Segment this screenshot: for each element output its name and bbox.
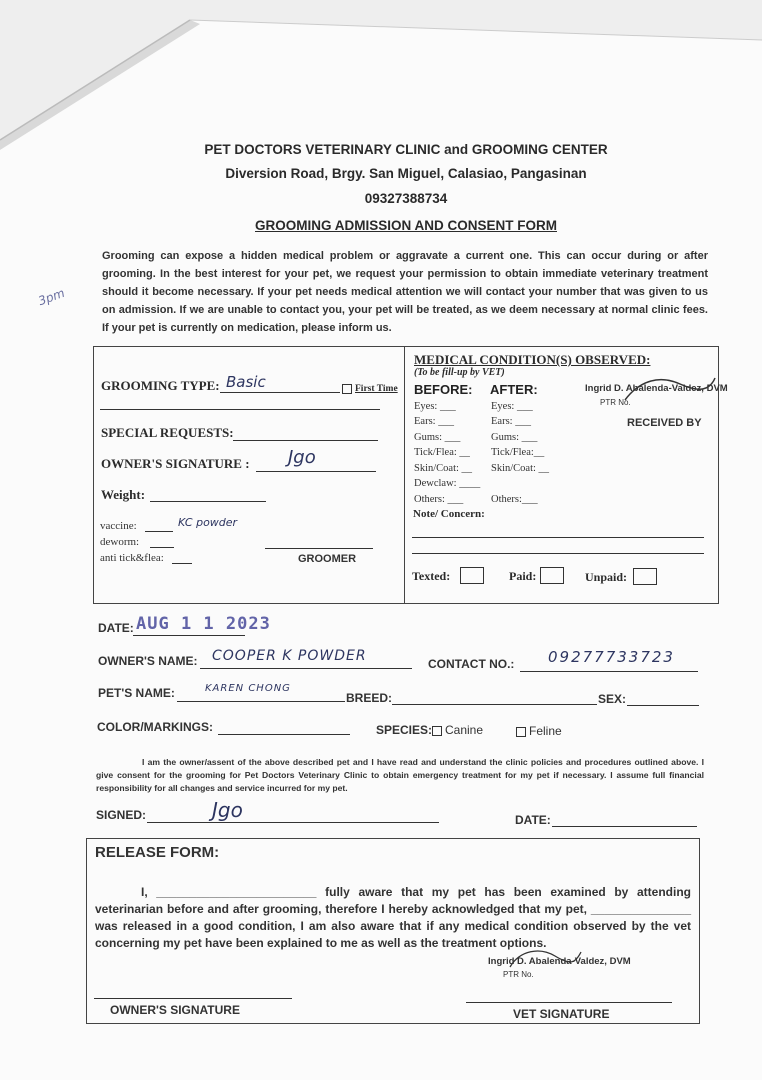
owner-name-label: OWNER'S NAME: [98,654,198,668]
signed-label: SIGNED: [96,808,147,822]
sex-label: SEX: [598,692,627,706]
before-label: BEFORE: [414,382,473,397]
texted-box[interactable] [460,567,484,584]
note-line-1[interactable] [412,537,704,538]
first-time-box[interactable] [342,384,352,394]
antitick-line[interactable] [172,563,192,564]
groomer-line[interactable] [265,548,373,549]
unpaid-box[interactable] [633,568,657,585]
breed-line[interactable] [392,704,597,705]
release-owner-signature-line[interactable] [94,998,292,999]
signed-date-line[interactable] [552,826,697,827]
received-by-label: RECEIVED BY [627,417,702,429]
date-line [133,635,245,636]
color-label: COLOR/MARKINGS: [97,720,213,734]
contact-value[interactable]: 09277733723 [548,648,675,666]
release-vet-signature-line[interactable] [466,1002,672,1003]
contact-label: CONTACT NO.: [428,657,515,671]
canine-checkbox[interactable] [432,726,442,736]
owner-signature-line [256,471,376,472]
vaccine-value[interactable]: KC powder [178,516,238,529]
owner-name-line [200,668,412,669]
release-vet-signature-label: VET SIGNATURE [513,1007,610,1021]
breed-label: BREED: [346,691,393,705]
texted-label: Texted: [412,569,451,583]
unpaid-label: Unpaid: [585,570,628,584]
clinic-phone: 09327388734 [364,191,448,206]
owner-signature-label: OWNER'S SIGNATURE : [101,456,250,471]
species-feline[interactable] [516,724,562,738]
date-label: DATE: [98,621,134,635]
vaccine-line [145,531,173,532]
canine-label: Canine [445,723,484,737]
date-stamp[interactable]: AUG 1 1 2023 [136,614,271,634]
clinic-name: PET DOCTORS VETERINARY CLINIC and GROOMING CENTER [204,142,608,157]
signed-value[interactable]: Jgo [212,798,243,822]
clinic-address: Diversion Road, Brgy. San Miguel, Calasiao, Pangasinan [225,166,587,181]
pet-name-label: PET'S NAME: [98,686,175,700]
before-skincoat[interactable]: Skin/Coat: __ [414,463,473,474]
release-owner-signature-label: OWNER'S SIGNATURE [110,1003,240,1017]
vet-stamp-top: Ingrid D. Abalenda-Valdez, DVM [585,383,728,394]
before-others[interactable]: Others: ___ [414,494,464,505]
groomer-label: GROOMER [298,553,357,565]
sex-line[interactable] [627,705,699,706]
first-time-label: First Time [355,384,398,395]
before-tickflea[interactable]: Tick/Flea: __ [414,447,470,458]
deworm-line[interactable] [150,547,174,548]
form-title: GROOMING ADMISSION AND CONSENT FORM [255,218,557,233]
species-canine[interactable] [432,723,483,737]
grooming-type-line [220,392,340,393]
before-dewclaw[interactable]: Dewclaw: ____ [414,478,481,489]
feline-checkbox[interactable] [516,727,526,737]
paid-box[interactable] [540,567,564,584]
special-requests-line[interactable] [233,440,378,441]
pet-name-line [177,701,345,702]
release-body: I, ________________________ fully aware that my pet has been examined by attending veterinarian before and after grooming, therefore I hereby acknowledged that my pet, _______________ was released in a good condition, I am also aware that if any medical condition observed by the vet concerning my pet have been explained to me as well as the treatment options. [95,885,691,950]
vet-signature-scribble-bottom [505,942,585,982]
after-label: AFTER: [490,382,538,397]
intro-paragraph: Grooming can expose a hidden medical problem or aggravate a current one. This can occur during or after grooming. In the best interest for your pet, we request your permission to obtain immediate veterinary treatment should it become necessary. If your pet needs medical attention we will contact your number that was given to us on admission. If we are unable to contact you, your pet will be treated, as we deem necessary at normal clinic fees. If your pet is currently on medication, please inform us. [102,250,708,334]
note-line-2[interactable] [412,553,704,554]
weight-label: Weight: [101,487,146,502]
before-ears[interactable]: Ears: ___ [414,416,454,427]
after-ears[interactable]: Ears: ___ [491,416,531,427]
margin-note: 3pm [36,285,67,309]
medical-subtitle: (To be fill-up by VET) [414,367,505,378]
signed-date-label: DATE: [515,813,551,827]
antitick-label: anti tick&flea: [100,552,164,564]
pet-name-value[interactable]: KAREN CHONG [205,683,291,694]
color-line[interactable] [218,734,350,735]
owner-signature-value[interactable]: Jgo [288,447,316,468]
note-concern-label: Note/ Concern: [413,508,485,520]
after-others[interactable]: Others:___ [491,494,538,505]
vet-ptr-bottom: PTR No. [503,970,534,979]
feline-label: Feline [529,724,562,738]
consent-paragraph: I am the owner/assent of the above described pet and I have read and understand the clinic policies and procedures outlined above. I give consent for the grooming for Pet Doctors Veterinary Clinic to obtain emergency treatment for my pet if necessary. I assume full financial responsibility for all changes and service incurred for my pet. [96,757,704,793]
first-time-checkbox[interactable] [342,384,398,394]
grooming-type-label: GROOMING TYPE: [101,378,220,393]
grooming-type-value[interactable]: Basic [226,373,266,391]
before-gums[interactable]: Gums: ___ [414,432,461,443]
before-eyes[interactable]: Eyes: ___ [414,401,456,412]
page-fold-shadow [0,0,762,150]
contact-line [520,671,698,672]
vet-signature-scribble-top [620,370,720,410]
after-tickflea[interactable]: Tick/Flea:__ [491,447,545,458]
grooming-extra-line [100,409,380,410]
release-title: RELEASE FORM: [95,844,220,861]
special-requests-label: SPECIAL REQUESTS: [101,425,234,440]
vaccine-label: vaccine: [100,520,137,532]
after-eyes[interactable]: Eyes: ___ [491,401,533,412]
box-divider [404,346,405,604]
weight-line[interactable] [150,501,266,502]
vet-ptr-top: PTR No. [600,398,631,407]
owner-name-value[interactable]: COOPER K POWDER [212,648,367,664]
deworm-label: deworm: [100,536,140,548]
after-gums[interactable]: Gums: ___ [491,432,538,443]
species-label: SPECIES: [376,723,433,737]
signed-line [147,822,439,823]
paid-label: Paid: [509,569,537,583]
medical-title: MEDICAL CONDITION(S) OBSERVED: [414,352,651,367]
after-skincoat[interactable]: Skin/Coat: __ [491,463,550,474]
vet-stamp-bottom: Ingrid D. Abalenda-Valdez, DVM [488,956,631,967]
